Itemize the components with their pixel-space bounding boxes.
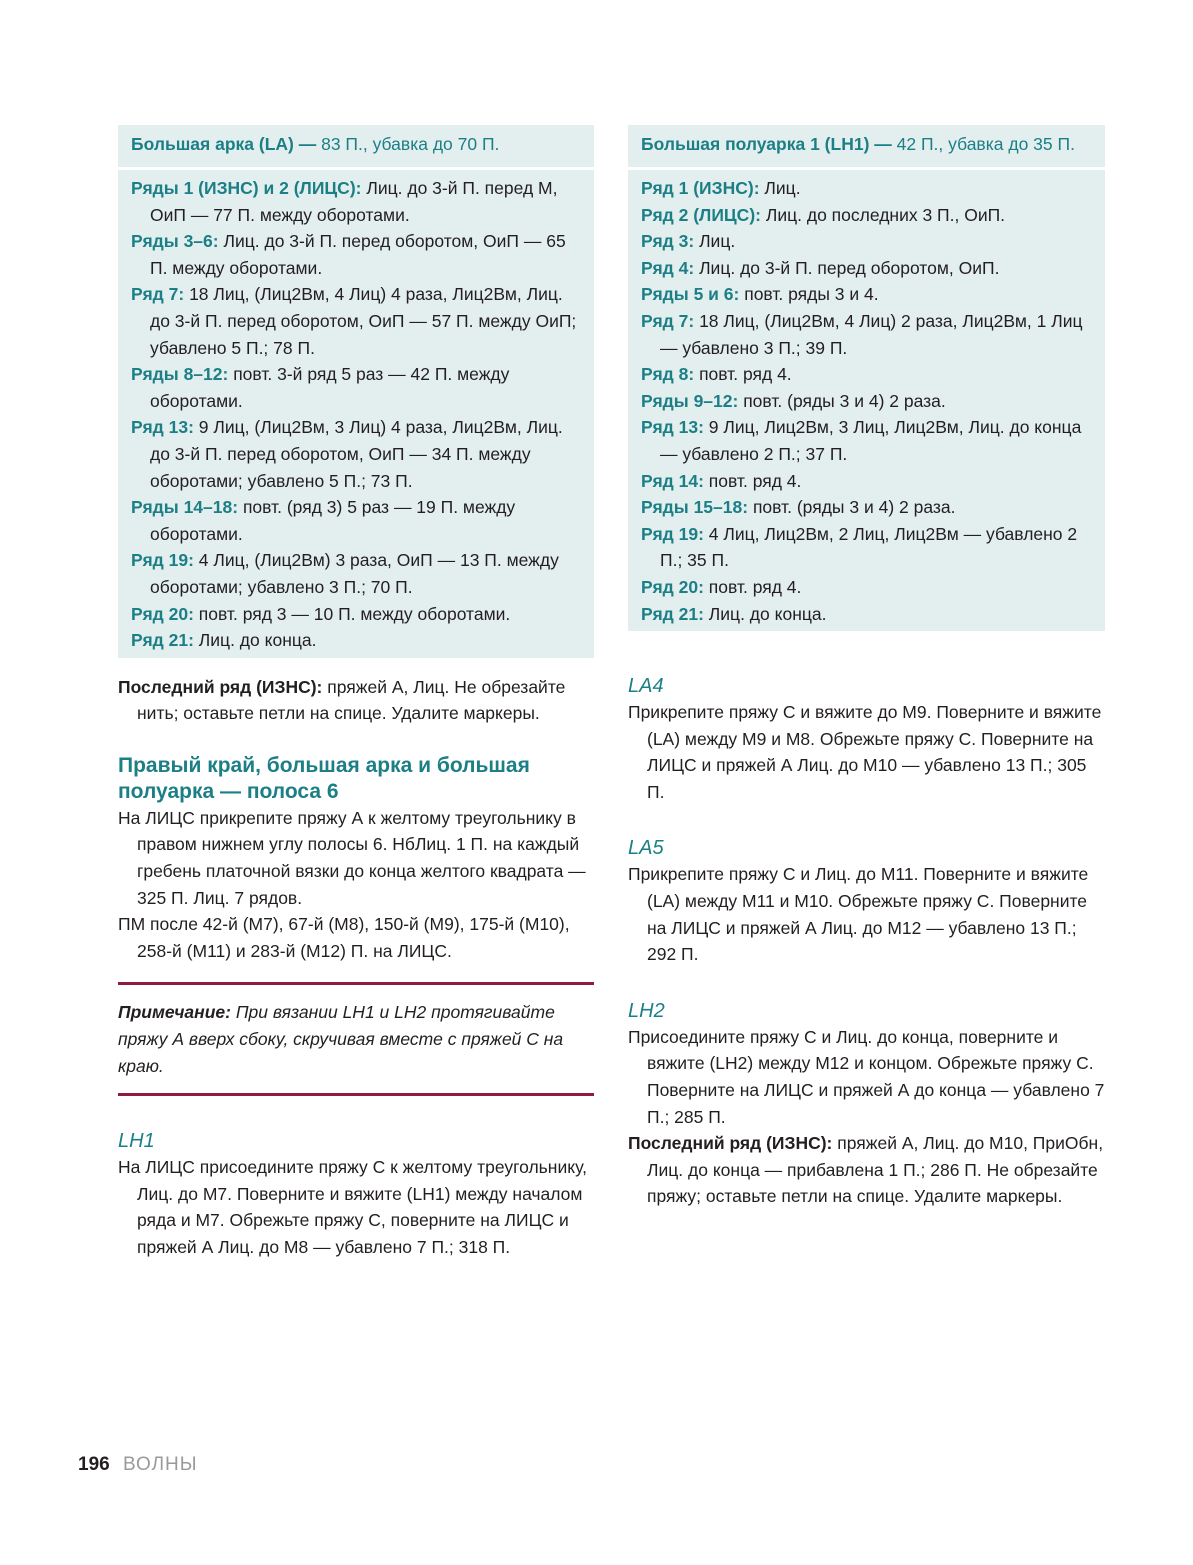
page-number: 196 xyxy=(78,1454,110,1475)
large-arch-range: 83 П., убавка до 70 П. xyxy=(321,134,500,154)
right-column xyxy=(628,125,1105,1210)
instruction-row: Ряд 7: 18 Лиц, (Лиц2Вм, 4 Лиц) 4 раза, Лиц2Вм, Лиц. до 3-й П. перед оборотом, ОиП — 57 П. между ОиП; убавлено 5 П.; 78 П. xyxy=(131,284,577,358)
instruction-row: Ряд 20: повт. ряд 4. xyxy=(641,576,802,597)
instruction-row: Ряд 8: повт. ряд 4. xyxy=(641,364,792,385)
lh1-title: LH1 xyxy=(118,1130,155,1153)
large-arch-title: Большая арка (LA) — xyxy=(131,134,317,154)
instruction-row: Ряды 14–18: повт. (ряд 3) 5 раз — 19 П. между оборотами. xyxy=(131,497,516,544)
large-arch-rows xyxy=(118,170,594,658)
la5-text: Прикрепите пряжу С и Лиц. до М11. Поверните и вяжите (LA) между М11 и М10. Обрежьте пряжу С. Поверните на ЛИЦС и пряжей А Лиц. до М12 — убавлено 13 П.; 292 П. xyxy=(628,864,1089,965)
section-title: Правый край, большая арка и большая полуарка — полоса 6 xyxy=(118,753,530,803)
la4-title: LA4 xyxy=(628,675,664,698)
note-box: Примечание: При вязании LH1 и LH2 протягивайте пряжу А вверх сбоку, скручивая вместе с пряжей С на краю. xyxy=(118,982,594,1096)
instruction-row: Ряд 19: 4 Лиц, (Лиц2Вм) 3 раза, ОиП — 13 П. между оборотами; убавлено 3 П.; 70 П. xyxy=(131,550,559,597)
section-paragraph: На ЛИЦС прикрепите пряжу А к желтому треугольнику в правом нижнем углу полосы 6. НбЛиц. 1 П. на каждый гребень платочной вязки до конца желтого квадрата — 325 П. Лиц. 7 рядов. xyxy=(118,807,586,908)
large-arch-header xyxy=(118,125,594,170)
instruction-row: Ряд 4: Лиц. до 3-й П. перед оборотом, ОиП. xyxy=(641,257,1000,278)
instruction-row: Ряды 3–6: Лиц. до 3-й П. перед оборотом, ОиП — 65 П. между оборотами. xyxy=(131,231,566,278)
large-half-arch-range: 42 П., убавка до 35 П. xyxy=(896,134,1075,154)
large-half-arch-box xyxy=(628,125,1105,631)
instruction-row: Ряды 5 и 6: повт. ряды 3 и 4. xyxy=(641,284,879,305)
instruction-row: Ряд 14: повт. ряд 4. xyxy=(641,470,802,491)
running-head: ВОЛНЫ xyxy=(122,1454,198,1475)
lh2-title: LH2 xyxy=(628,999,665,1022)
large-half-arch-title: Большая полуарка 1 (LH1) — xyxy=(641,134,892,154)
large-arch-box xyxy=(118,125,594,658)
lh2-text: Присоедините пряжу С и Лиц. до конца, поверните и вяжите (LH2) между М12 и концом. Обрежьте пряжу С. Поверните на ЛИЦС и пряжей А до конца — убавлено 7 П.; 285 П. xyxy=(628,1026,1105,1127)
page-footer xyxy=(78,1454,198,1476)
final-row-instruction: Последний ряд (ИЗНС): пряжей А, Лиц. до М10, ПриОбн, Лиц. до конца — прибавлена 1 П.; 286 П. Не обрезайте пряжу; оставьте петли на спице. Удалите маркеры. xyxy=(628,1133,1104,1207)
instruction-row: Ряд 3: Лиц. xyxy=(641,231,736,252)
instruction-row: Ряд 7: 18 Лиц, (Лиц2Вм, 4 Лиц) 2 раза, Лиц2Вм, 1 Лиц — убавлено 3 П.; 39 П. xyxy=(641,310,1083,358)
instruction-row: Ряд 19: 4 Лиц, Лиц2Вм, 2 Лиц, Лиц2Вм — убавлено 2 П.; 35 П. xyxy=(641,523,1078,571)
lh1-text: На ЛИЦС присоедините пряжу С к желтому треугольнику, Лиц. до М7. Поверните и вяжите (LH1) между началом ряда и М7. Обрежьте пряжу С, поверните на ЛИЦС и пряжей А Лиц. до М8 — убавлено 7 П.; 318 П. xyxy=(118,1157,587,1257)
instruction-row: Ряды 15–18: повт. (ряды 3 и 4) 2 раза. xyxy=(641,497,956,518)
left-column xyxy=(118,125,594,1261)
instruction-row: Ряд 20: повт. ряд 3 — 10 П. между оборотами. xyxy=(131,603,511,624)
instruction-row: Ряд 13: 9 Лиц, Лиц2Вм, 3 Лиц, Лиц2Вм, Лиц. до конца — убавлено 2 П.; 37 П. xyxy=(641,417,1082,464)
instruction-row: Ряд 2 (ЛИЦС): Лиц. до последних 3 П., ОиП. xyxy=(641,204,1006,225)
la5-title: LA5 xyxy=(628,837,664,860)
large-half-arch-header xyxy=(628,125,1105,170)
instruction-row: Ряд 1 (ИЗНС): Лиц. xyxy=(641,178,801,198)
instruction-row: Ряды 9–12: повт. (ряды 3 и 4) 2 раза. xyxy=(641,390,946,411)
instruction-row: Ряды 8–12: повт. 3-й ряд 5 раз — 42 П. между оборотами. xyxy=(131,364,510,411)
instruction-row: Ряд 21: Лиц. до конца. xyxy=(131,630,317,651)
large-half-arch-rows xyxy=(628,170,1105,631)
section-paragraph: ПМ после 42-й (М7), 67-й (М8), 150-й (М9), 175-й (М10), 258-й (М11) и 283-й (М12) П. на ЛИЦС. xyxy=(118,914,570,961)
last-row-instruction: Последний ряд (ИЗНС): пряжей А, Лиц. Не обрезайте нить; оставьте петли на спице. Удалите маркеры. xyxy=(118,676,566,724)
instruction-row: Ряд 21: Лиц. до конца. xyxy=(641,603,827,624)
la4-text: Прикрепите пряжу С и вяжите до М9. Поверните и вяжите (LA) между М9 и М8. Обрежьте пряжу С. Поверните на ЛИЦС и пряжей А Лиц. до М10 — убавлено 13 П.; 305 П. xyxy=(628,702,1102,802)
instruction-row: Ряд 13: 9 Лиц, (Лиц2Вм, 3 Лиц) 4 раза, Лиц2Вм, Лиц. до 3-й П. перед оборотом, ОиП — 34 П. между оборотами; убавлено 5 П.; 73 П. xyxy=(131,417,563,491)
instruction-row: Ряды 1 (ИЗНС) и 2 (ЛИЦС): Лиц. до 3-й П. перед М, ОиП — 77 П. между оборотами. xyxy=(131,178,558,225)
